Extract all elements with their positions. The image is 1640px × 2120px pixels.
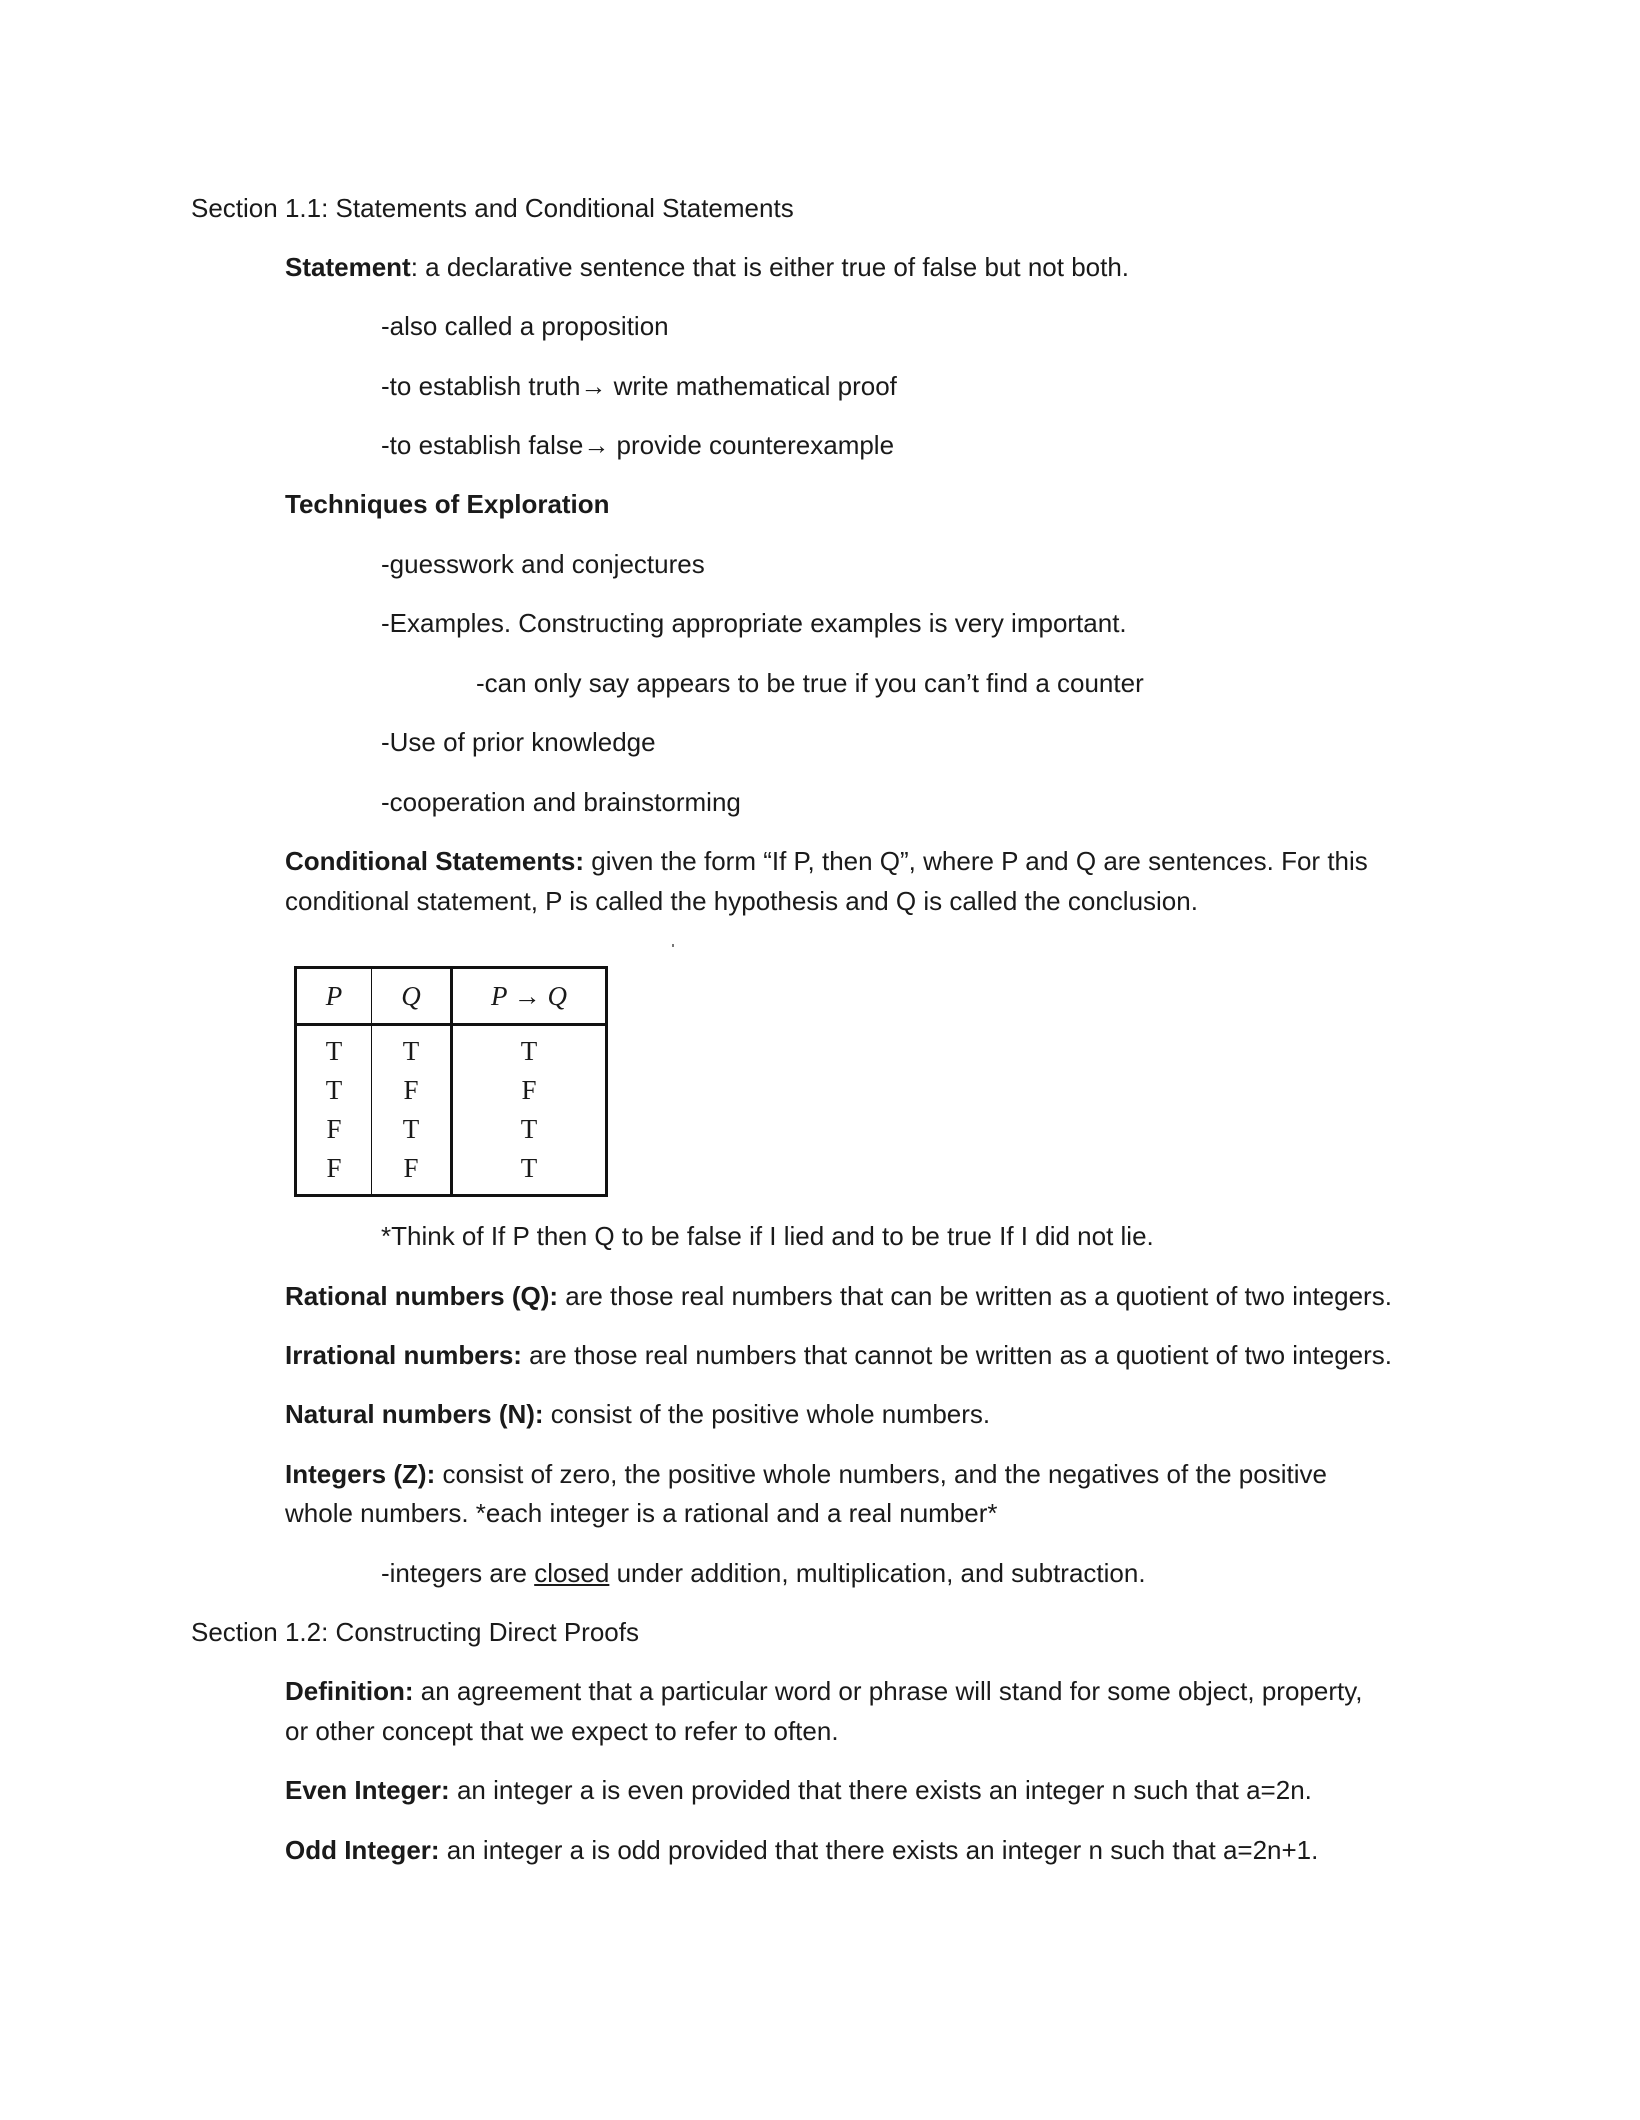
closed-word: closed — [534, 1558, 610, 1588]
truth-table-cell: F — [296, 1110, 372, 1149]
technique-item: -cooperation and brainstorming — [381, 787, 741, 817]
stray-mark — [672, 944, 674, 947]
technique-subitem: -can only say appears to be true if you can’t find a counter — [476, 668, 1144, 698]
truth-table-cell: T — [520, 1036, 538, 1066]
technique-item: -Examples. Constructing appropriate examples is very important. — [381, 608, 1127, 638]
closed-note-pre: -integers are — [381, 1558, 535, 1588]
conditional-definition — [285, 841, 1368, 881]
irrational-definition — [285, 1335, 1392, 1375]
truth-table-cell: F — [372, 1071, 452, 1110]
statement-note: -to establish false→ provide counterexample — [381, 430, 895, 460]
definition-definition — [285, 1671, 1363, 1711]
odd-definition — [285, 1830, 1318, 1870]
statement-text: : a declarative sentence that is either true of false but not both. — [410, 252, 1130, 282]
even-text: an integer a is even provided that there exists an integer n such that a=2n. — [449, 1775, 1312, 1805]
truth-table — [294, 966, 608, 1197]
statement-term: Statement — [285, 252, 411, 282]
truth-table-cell: T — [520, 1153, 538, 1183]
truth-table-row — [296, 1110, 607, 1149]
natural-definition — [285, 1394, 990, 1434]
truth-table-header: Q — [372, 968, 452, 1025]
definition-term: Definition: — [285, 1676, 414, 1706]
odd-text: an integer a is odd provided that there exists an integer n such that a=2n+1. — [439, 1835, 1319, 1865]
integers-term: Integers (Z): — [285, 1459, 436, 1489]
statement-note: -also called a proposition — [381, 311, 669, 341]
section-1-2-heading: Section 1.2: Constructing Direct Proofs — [191, 1617, 639, 1647]
natural-text: consist of the positive whole numbers. — [543, 1399, 991, 1429]
truth-table-cell: F — [521, 1075, 537, 1105]
truth-table-cell: F — [372, 1149, 452, 1196]
truth-table-row — [296, 1025, 607, 1072]
statement-definition — [285, 247, 1129, 287]
techniques-heading: Techniques of Exploration — [285, 489, 610, 519]
rational-definition — [285, 1276, 1392, 1316]
truth-table-cell: F — [296, 1149, 372, 1196]
truth-table-header: P → Q — [452, 968, 607, 1025]
think-note: *Think of If P then Q to be false if I lied and to be true If I did not lie. — [381, 1221, 1154, 1251]
truth-table-row — [296, 1071, 607, 1110]
conditional-term: Conditional Statements: — [285, 846, 585, 876]
truth-table-cell: T — [372, 1025, 452, 1072]
even-definition — [285, 1770, 1312, 1810]
integers-text: consist of zero, the positive whole numbers, and the negatives of the positive — [435, 1459, 1327, 1489]
integers-text-cont: whole numbers. *each integer is a rational and a real number* — [285, 1498, 998, 1528]
statement-note: -to establish truth→ write mathematical proof — [381, 371, 897, 401]
definition-text-cont: or other concept that we expect to refer to often. — [285, 1716, 839, 1746]
truth-table-cell: T — [520, 1114, 538, 1144]
closed-note-post: under addition, multiplication, and subtraction. — [609, 1558, 1146, 1588]
integers-closed-note — [381, 1553, 1146, 1593]
conditional-text: given the form “If P, then Q”, where P and Q are sentences. For this — [584, 846, 1368, 876]
even-term: Even Integer: — [285, 1775, 450, 1805]
rational-text: are those real numbers that can be written as a quotient of two integers. — [558, 1281, 1392, 1311]
truth-table-cell: T — [296, 1025, 372, 1072]
rational-term: Rational numbers (Q): — [285, 1281, 559, 1311]
truth-table-row — [296, 1149, 607, 1196]
definition-text: an agreement that a particular word or phrase will stand for some object, property, — [413, 1676, 1363, 1706]
natural-term: Natural numbers (N): — [285, 1399, 544, 1429]
truth-table-cell: T — [372, 1110, 452, 1149]
conditional-text-cont: conditional statement, P is called the hypothesis and Q is called the conclusion. — [285, 886, 1198, 916]
odd-term: Odd Integer: — [285, 1835, 440, 1865]
irrational-term: Irrational numbers: — [285, 1340, 522, 1370]
section-1-1-heading: Section 1.1: Statements and Conditional Statements — [191, 193, 794, 223]
irrational-text: are those real numbers that cannot be written as a quotient of two integers. — [521, 1340, 1392, 1370]
integers-definition — [285, 1454, 1327, 1494]
technique-item: -guesswork and conjectures — [381, 549, 705, 579]
technique-item: -Use of prior knowledge — [381, 727, 656, 757]
truth-table-header: P — [296, 968, 372, 1025]
truth-table-cell: T — [296, 1071, 372, 1110]
